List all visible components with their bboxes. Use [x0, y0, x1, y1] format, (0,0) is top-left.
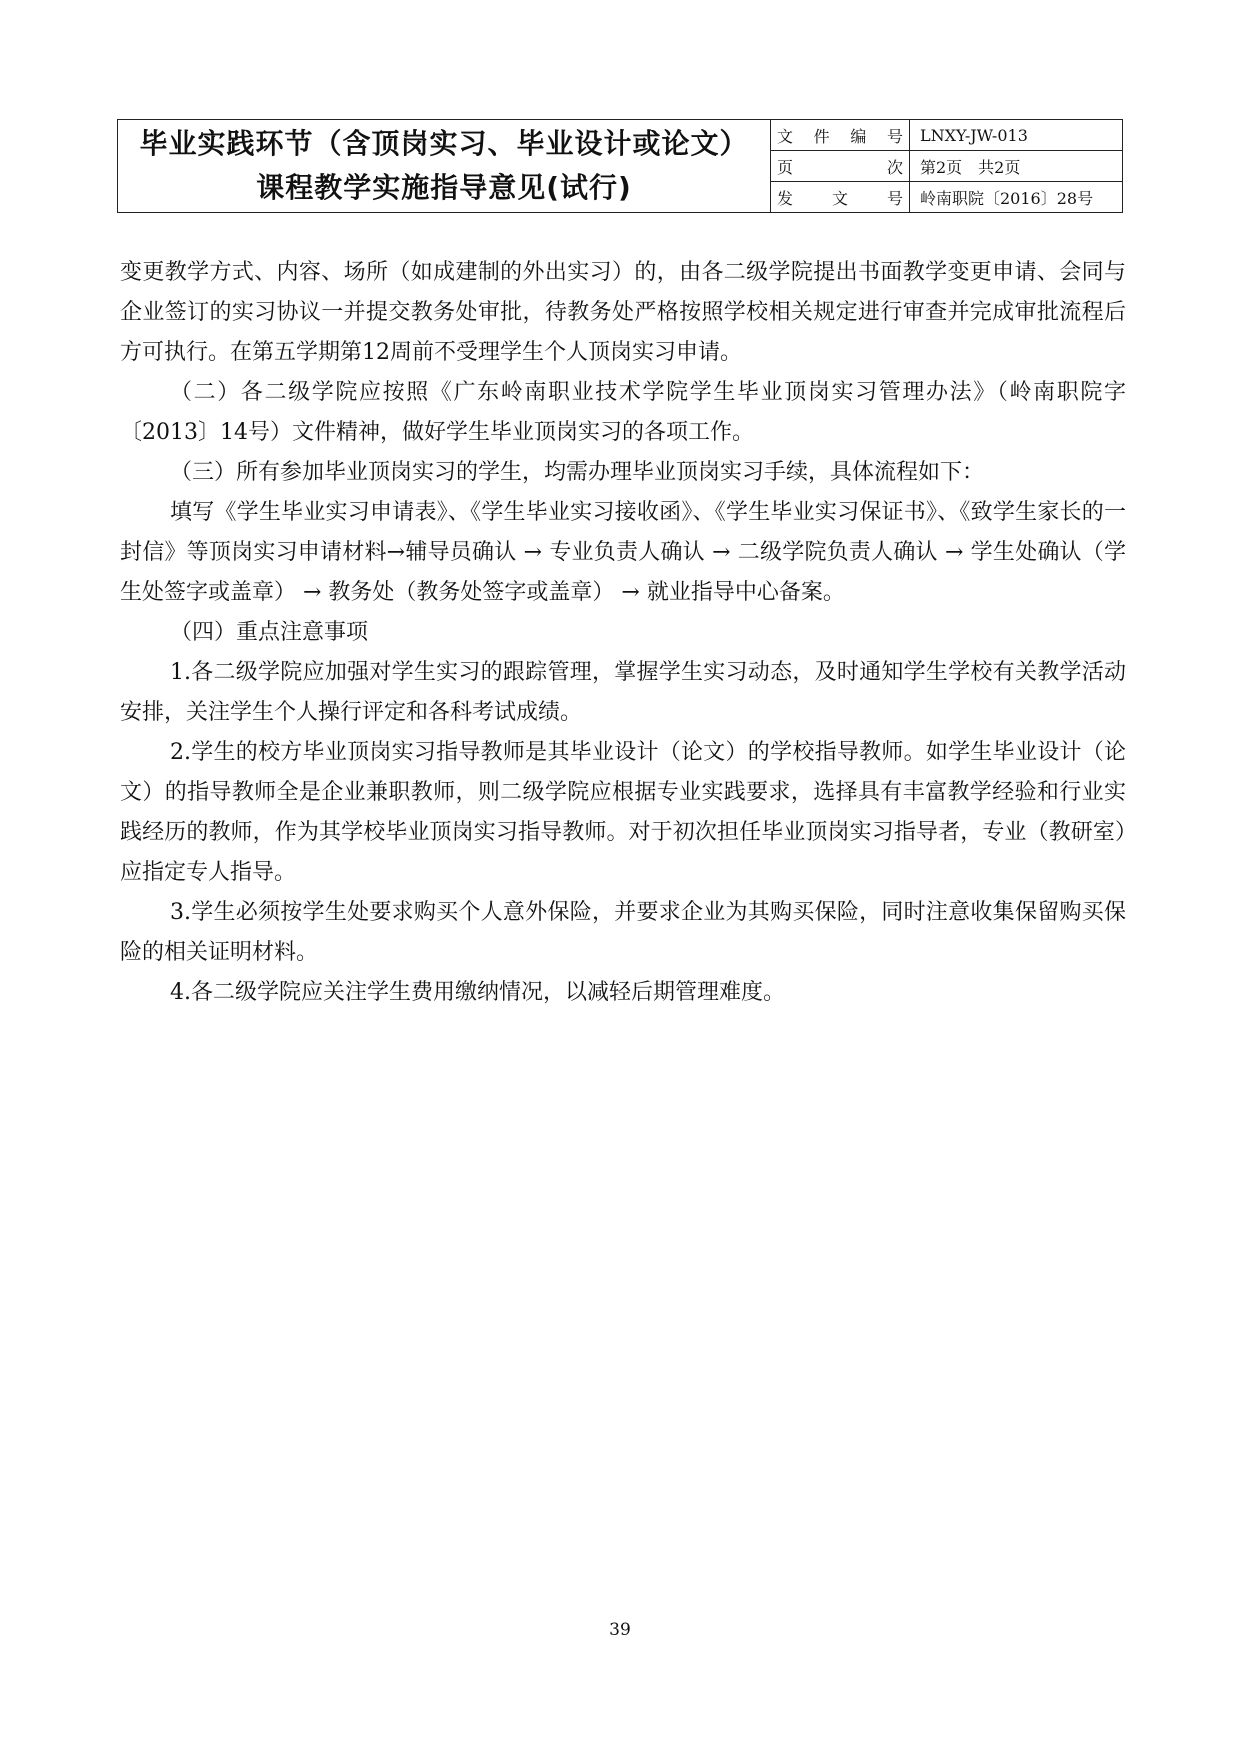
body-paragraph: 2.学生的校方毕业顶岗实习指导教师是其毕业设计（论文）的学校指导教师。如学生毕业设计（论文）的指导教师全是企业兼职教师，则二级学院应根据专业实践要求，选择具有丰富教学经验和行业实践经历的教师，作为其学校毕业顶岗实习指导教师。对于初次担任毕业顶岗实习指导者，专业（教研室）应指定专人指导。 — [120, 740, 1126, 885]
body-paragraph: （二）各二级学院应按照《广东岭南职业技术学院学生毕业顶岗实习管理办法》（岭南职院字〔2013〕14号）文件精神，做好学生毕业顶岗实习的各项工作。 — [120, 380, 1126, 445]
meta-label-char: 件 — [813, 126, 830, 146]
meta-label-char: 文 — [777, 126, 794, 146]
body-paragraph: 变更教学方式、内容、场所（如成建制的外出实习）的，由各二级学院提出书面教学变更申请、会同与企业签订的实习协议一并提交教务处审批，待教务处严格按照学校相关规定进行审查并完成审批流程后方可执行。在第五学期第12周前不受理学生个人顶岗实习申请。 — [120, 260, 1126, 365]
meta-label-char: 号 — [886, 126, 903, 146]
document-header-table — [117, 119, 1123, 213]
section-heading: （四）重点注意事项 — [170, 620, 369, 645]
document-body — [120, 253, 1126, 1013]
meta-label-char: 页 — [777, 157, 794, 177]
meta-value-doc-number: LNXY-JW-013 — [910, 120, 1123, 151]
body-paragraph: 4.各二级学院应关注学生费用缴纳情况，以减轻后期管理难度。 — [170, 980, 785, 1005]
meta-value-page: 第2页 共2页 — [910, 151, 1123, 182]
meta-label-page — [771, 151, 910, 182]
meta-label-char: 次 — [886, 157, 903, 177]
meta-label-char: 发 — [777, 188, 794, 208]
body-paragraph: （三）所有参加毕业顶岗实习的学生，均需办理毕业顶岗实习手续，具体流程如下： — [170, 460, 985, 485]
document-title — [118, 120, 771, 213]
meta-label-issue-number — [771, 182, 910, 213]
meta-label-char: 编 — [850, 126, 867, 146]
meta-label-char: 文 — [831, 188, 848, 208]
document-title-line1: 毕业实践环节（含顶岗实习、毕业设计或论文） — [139, 127, 749, 160]
meta-label-char: 号 — [886, 188, 903, 208]
meta-value-issue-number: 岭南职院〔2016〕28号 — [910, 182, 1123, 213]
body-paragraph: 3.学生必须按学生处要求购买个人意外保险，并要求企业为其购买保险，同时注意收集保留购买保险的相关证明材料。 — [120, 900, 1126, 965]
meta-label-doc-number — [771, 120, 910, 151]
body-paragraph: 填写《学生毕业实习申请表》、《学生毕业实习接收函》、《学生毕业实习保证书》、《致学生家长的一封信》等顶岗实习申请材料→辅导员确认 → 专业负责人确认 → 二级学院负责人确认 → 学生处确认（学生处签字或盖章） → 教务处（教务处签字或盖章） → 就业指导中心备案。 — [120, 500, 1126, 605]
page-number: 39 — [609, 1620, 631, 1640]
document-title-line2: 课程教学实施指导意见(试行) — [256, 171, 632, 204]
body-paragraph: 1.各二级学院应加强对学生实习的跟踪管理，掌握学生实习动态，及时通知学生学校有关教学活动安排，关注学生个人操行评定和各科考试成绩。 — [120, 660, 1126, 725]
